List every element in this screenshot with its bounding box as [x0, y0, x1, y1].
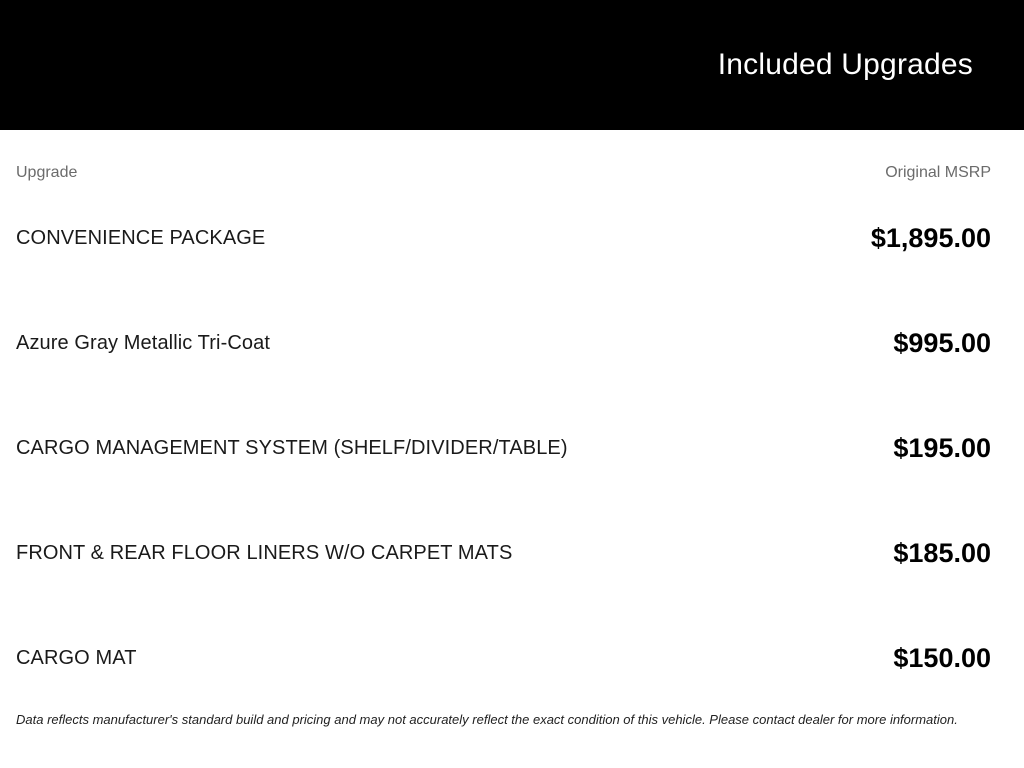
- upgrade-price: $195.00: [893, 433, 991, 463]
- upgrade-row: [16, 186, 991, 291]
- upgrade-row: [16, 606, 991, 711]
- page-header: [0, 0, 1024, 130]
- upgrade-price: $1,895.00: [870, 223, 991, 253]
- upgrade-name: CARGO MANAGEMENT SYSTEM (SHELF/DIVIDER/TABLE): [16, 437, 568, 459]
- disclaimer-text: Data reflects manufacturer's standard build and pricing and may not accurately reflect the exact condition of this vehicle. Please contact dealer for more information.: [16, 712, 958, 727]
- column-header-msrp: Original MSRP: [885, 164, 991, 181]
- upgrade-row: [16, 501, 991, 606]
- column-header-row: [16, 163, 991, 182]
- upgrade-price: $185.00: [893, 538, 991, 568]
- upgrade-name: Azure Gray Metallic Tri-Coat: [16, 332, 270, 354]
- upgrade-name: FRONT & REAR FLOOR LINERS W/O CARPET MATS: [16, 542, 513, 564]
- upgrade-row: [16, 396, 991, 501]
- upgrade-price: $995.00: [893, 328, 991, 358]
- upgrade-name: CARGO MAT: [16, 647, 137, 669]
- upgrade-row: [16, 291, 991, 396]
- upgrade-rows: [16, 186, 991, 711]
- upgrades-table: [0, 130, 1024, 728]
- page-title: Included Upgrades: [717, 48, 973, 81]
- column-header-upgrade: Upgrade: [16, 164, 78, 181]
- upgrade-name: CONVENIENCE PACKAGE: [16, 227, 266, 249]
- upgrade-price: $150.00: [893, 643, 991, 673]
